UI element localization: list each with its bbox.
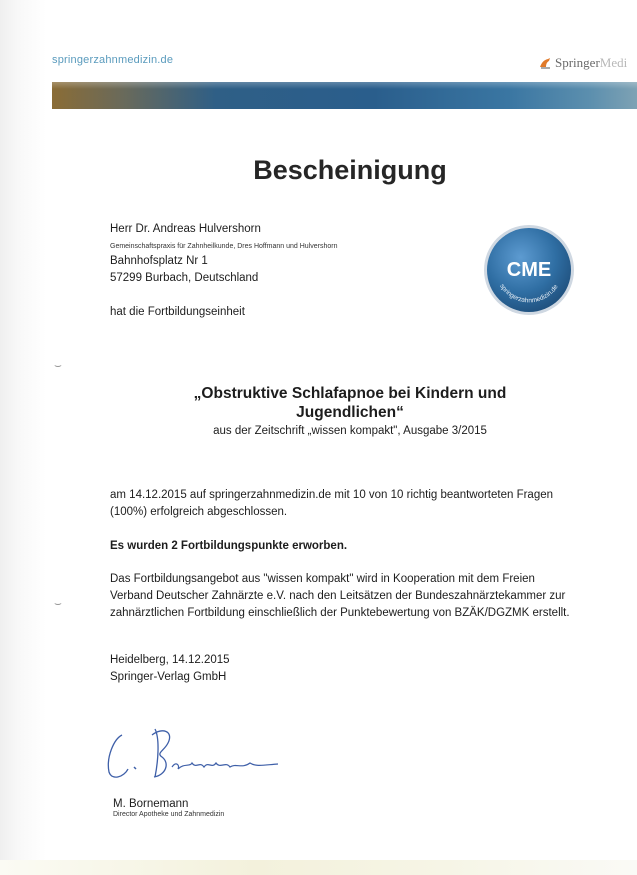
header-color-band	[52, 82, 637, 109]
punch-mark-bottom: ⌣	[54, 596, 62, 610]
cme-badge	[483, 224, 575, 316]
signer-name: M. Bornemann	[113, 798, 189, 810]
punch-mark-top: ⌣	[54, 358, 62, 372]
cme-badge-label: CME	[506, 259, 552, 281]
publisher-name: Springer-Verlag GmbH	[110, 671, 227, 683]
certificate-title: Bescheinigung	[253, 155, 447, 185]
cme-ring-text: springerzahnmedizin.de	[498, 282, 560, 305]
brand-name: Springer	[555, 55, 600, 70]
brand-suffix: Medi	[599, 55, 628, 70]
completion-text: am 14.12.2015 auf springerzahnmedizin.de mit 10 von 10 richtig beantworteten Fragen (100%) erfolgreich abgeschlossen.	[110, 489, 554, 518]
recipient-practice: Gemeinschaftspraxis für Zahnheilkunde, Dres Hoffmann und Hulvershorn	[110, 243, 338, 250]
bottom-edge-band	[0, 860, 637, 875]
cooperation-text: Das Fortbildungsangebot aus "wissen kompakt" wird in Kooperation mit dem Freien Verband Deutscher Zahnärzte e.V. nach den Leitsätzen der Bundeszahnärztekammer zur zahnärztlichen Fortbildung einschließlich der Punktebewertung von BZÄK/DGZMK erstellt.	[110, 573, 570, 619]
course-title-line-2: Jugendlichen“	[296, 404, 404, 421]
header-url: springerzahnmedizin.de	[52, 54, 174, 66]
recipient-name: Herr Dr. Andreas Hulvershorn	[110, 223, 261, 235]
course-title-line-1: „Obstruktive Schlafapnoe bei Kindern und	[193, 385, 507, 402]
signer-title: Director Apotheke und Zahnmedizin	[113, 811, 225, 818]
course-title	[150, 384, 550, 422]
recipient-city: 57299 Burbach, Deutschland	[110, 272, 259, 284]
scan-edge-shadow	[0, 0, 46, 875]
intro-text: hat die Fortbildungseinheit	[110, 306, 245, 318]
springer-logo	[538, 53, 637, 73]
course-source: aus der Zeitschrift „wissen kompakt", Ausgabe 3/2015	[213, 425, 487, 437]
recipient-street: Bahnhofsplatz Nr 1	[110, 255, 208, 267]
place-date: Heidelberg, 14.12.2015	[110, 654, 230, 666]
points-text: Es wurden 2 Fortbildungspunkte erworben.	[110, 540, 348, 552]
handwritten-signature	[100, 717, 300, 792]
springer-horse-icon	[538, 56, 552, 70]
